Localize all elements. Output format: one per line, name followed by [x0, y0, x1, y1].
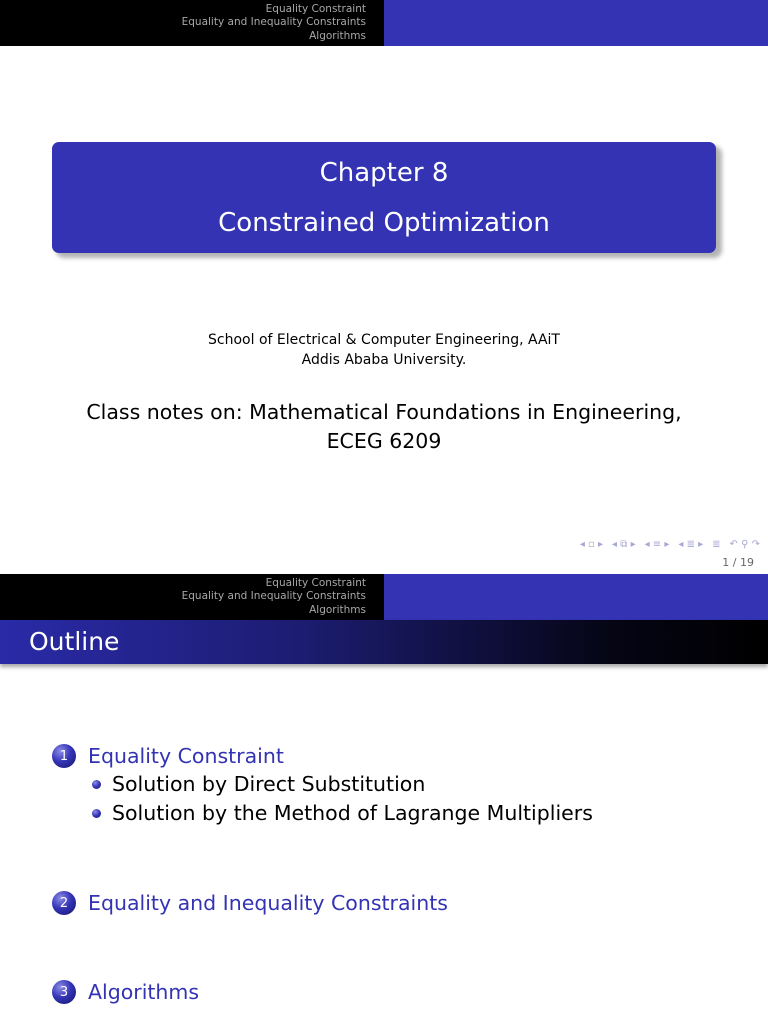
beamer-navigation-symbols: [580, 538, 760, 552]
institute-block: [0, 330, 768, 370]
header-section-equality-constraint[interactable]: Equality Constraint: [265, 576, 366, 589]
header-navigation-bar: [0, 0, 768, 46]
header-section-equality-constraint[interactable]: Equality Constraint: [265, 2, 366, 15]
outline-section-label: Equality Constraint: [88, 744, 284, 768]
class-notes-block: [0, 398, 768, 456]
institute-line-1: School of Electrical & Computer Engineering, AAiT: [208, 332, 560, 348]
back-search-forward-icon[interactable]: ↶ ⚲ ↷: [729, 539, 760, 550]
subsection-navigation-icon[interactable]: ◂ ≡ ▸: [644, 539, 670, 550]
title-box: [52, 142, 716, 253]
outline-subsection-label: Solution by the Method of Lagrange Multipliers: [112, 801, 593, 825]
outline-subsection-label: Solution by Direct Substitution: [112, 772, 426, 796]
bullet-icon: [92, 809, 101, 818]
outline-slide: [0, 574, 768, 1024]
outline-section-3[interactable]: [52, 978, 199, 1006]
frame-title-bar: [0, 620, 768, 664]
header-section-list-2: [0, 574, 384, 620]
outline-section-label: Equality and Inequality Constraints: [88, 891, 448, 915]
institute-line-2: Addis Ababa University.: [301, 352, 467, 368]
class-notes-line-1: Class notes on: Mathematical Foundations in Engineering,: [86, 400, 682, 424]
outline-subsection-1-2[interactable]: [92, 799, 593, 827]
class-notes-line-2: ECEG 6209: [326, 429, 442, 453]
toc-icon[interactable]: ≣: [712, 539, 721, 550]
page-number: 1 / 19: [722, 556, 754, 569]
section-number-ball-icon: 2: [52, 891, 76, 915]
header-section-list: [0, 0, 384, 46]
slide-navigation-icon[interactable]: ◂ ▫ ▸: [579, 539, 604, 550]
bullet-icon: [92, 780, 101, 789]
outline-section-1[interactable]: [52, 742, 284, 770]
outline-subsection-1-1[interactable]: [92, 770, 425, 798]
section-navigation-icon[interactable]: ◂ ≣ ▸: [678, 539, 704, 550]
outline-section-label: Algorithms: [88, 980, 200, 1004]
header-section-equality-inequality[interactable]: Equality and Inequality Constraints: [181, 590, 366, 603]
section-number-ball-icon: 1: [52, 744, 76, 768]
frame-navigation-icon[interactable]: ◂ ⧉ ▸: [612, 539, 636, 550]
section-number-ball-icon: 3: [52, 980, 76, 1004]
outline-section-2[interactable]: [52, 889, 448, 917]
header-section-algorithms[interactable]: Algorithms: [309, 603, 366, 616]
frame-title: Outline: [29, 627, 120, 656]
header-blue-panel: [384, 0, 768, 46]
chapter-label: Chapter 8: [319, 158, 449, 188]
presentation-title: Constrained Optimization: [218, 208, 550, 238]
header-navigation-bar-2: [0, 574, 768, 620]
header-section-equality-inequality[interactable]: Equality and Inequality Constraints: [181, 16, 366, 29]
header-section-algorithms[interactable]: Algorithms: [309, 29, 366, 42]
header-blue-panel: [384, 574, 768, 620]
